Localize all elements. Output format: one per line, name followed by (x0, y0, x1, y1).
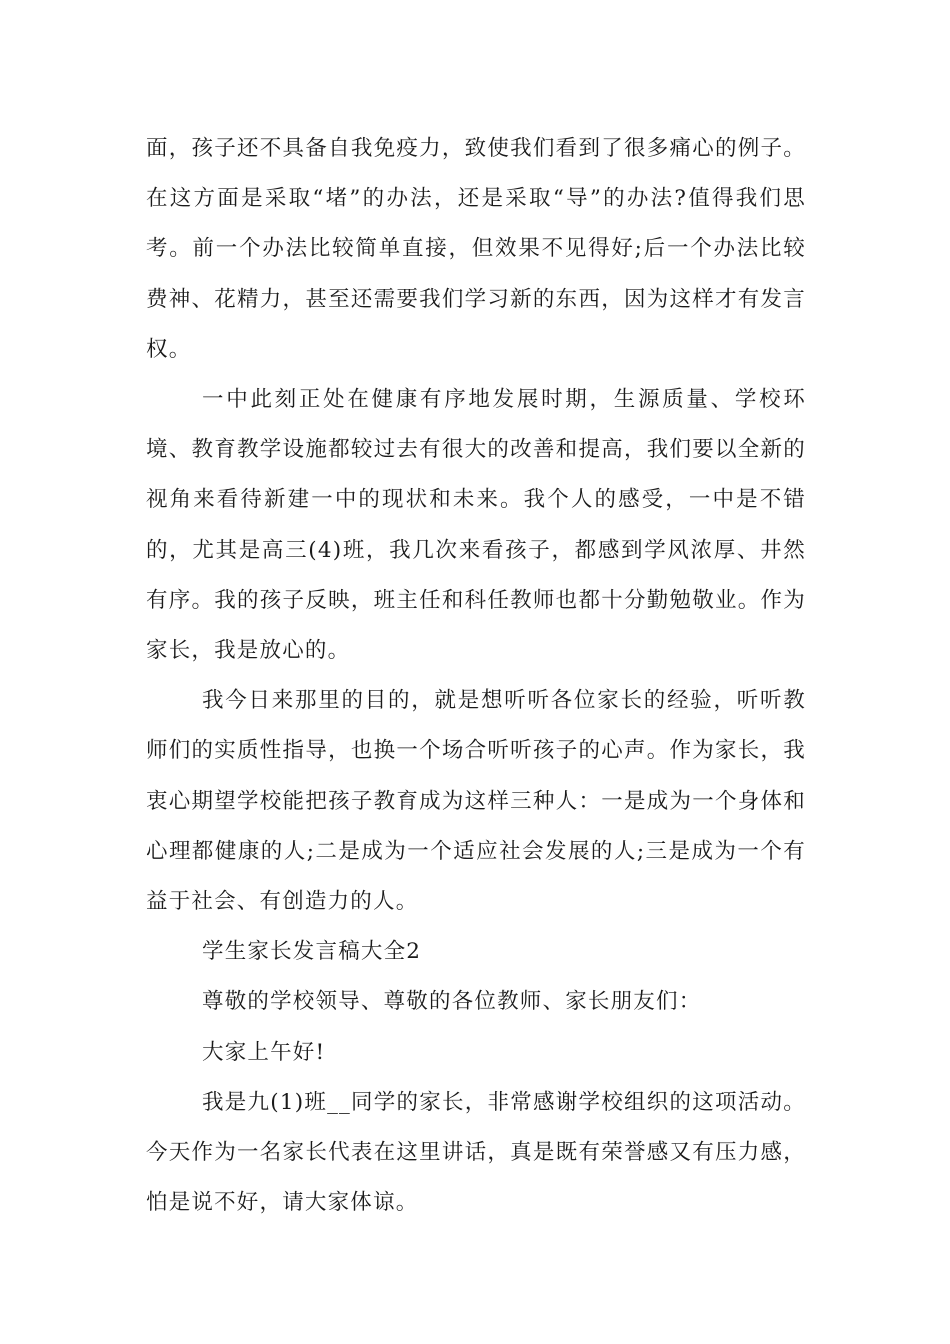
salutation-line: 尊敬的学校领导、尊敬的各位教师、家长朋友们： (202, 989, 702, 1015)
body-paragraph-3: 我今日来那里的目的，就是想听听各位家长的经验，听听教师们的实质性指导，也换一个场合听听孩子的心声。作为家长，我衷心期望学校能把孩子教育成为这样三种人：一是成为一个身体和心理都健康的人;二是成为一个适应社会发展的人;三是成为一个有益于社会、有创造力的人。 (146, 688, 806, 915)
section-title: 学生家长发言稿大全2 (202, 939, 422, 965)
closing-paragraph: 我是九(1)班__同学的家长，非常感谢学校组织的这项活动。今天作为一名家长代表在这里讲话，真是既有荣誉感又有压力感，怕是说不好，请大家体谅。 (146, 1089, 806, 1216)
document-page (146, 124, 806, 1228)
body-paragraph-2: 一中此刻正处在健康有序地发展时期，生源质量、学校环境、教育教学设施都较过去有很大的改善和提高，我们要以全新的视角来看待新建一中的现状和未来。我个人的感受，一中是不错的，尤其是高三(4)班，我几次来看孩子，都感到学风浓厚、井然有序。我的孩子反映，班主任和科任教师也都十分勤勉敬业。作为家长，我是放心的。 (146, 387, 806, 664)
body-paragraph-1: 面，孩子还不具备自我免疫力，致使我们看到了很多痛心的例子。在这方面是采取“堵”的办法，还是采取“导”的办法?值得我们思考。前一个办法比较简单直接，但效果不见得好;后一个办法比较费神、花精力，甚至还需要我们学习新的东西，因为这样才有发言权。 (146, 136, 806, 362)
greeting-line: 大家上午好! (202, 1039, 326, 1065)
